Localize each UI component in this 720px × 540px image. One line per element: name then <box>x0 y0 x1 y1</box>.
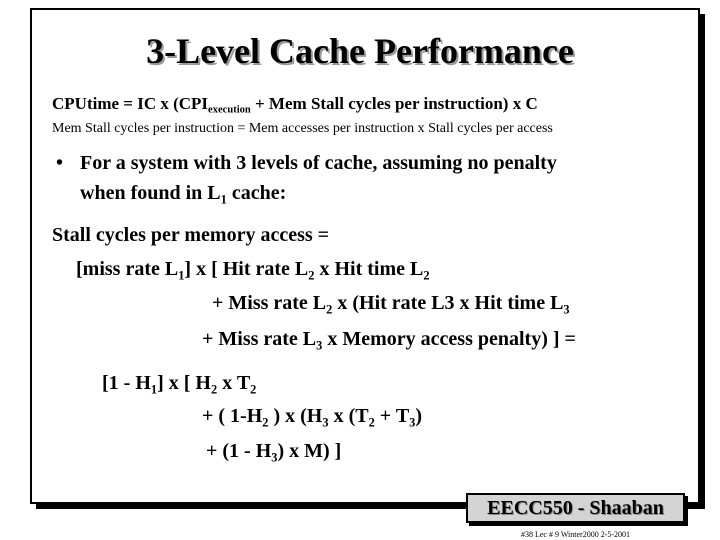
eq-part: + (1 - H <box>206 440 272 462</box>
eq-subscript: 3 <box>409 415 416 430</box>
course-badge: EECC550 - Shaaban <box>466 493 685 523</box>
eq-part: [1 - H <box>102 372 151 394</box>
eq-part: x T <box>217 372 251 394</box>
equation-line-5 <box>202 405 422 428</box>
bullet-text-line1: For a system with 3 levels of cache, assuming no penalty <box>80 152 557 174</box>
bullet-subscript: 1 <box>220 192 227 207</box>
cpu-eq-part: + Mem Stall cycles per instruction) x C <box>250 94 538 113</box>
bullet-text-line2 <box>80 182 286 205</box>
eq-part: x Hit time L <box>314 258 424 280</box>
slide-title: 3-Level Cache Performance <box>146 31 574 71</box>
eq-part: ] x [ Hit rate L <box>184 258 309 280</box>
eq-subscript: 2 <box>210 382 218 397</box>
bullet-text-part: when found in L <box>80 182 221 204</box>
eq-subscript: 2 <box>368 415 375 430</box>
eq-subscript: 2 <box>308 268 315 283</box>
eq-subscript: 3 <box>563 302 570 317</box>
eq-subscript: 2 <box>423 268 430 283</box>
mem-stall-equation: Mem Stall cycles per instruction = Mem accesses per instruction x Stall cycles per access <box>52 121 553 136</box>
equation-line-2 <box>212 292 570 315</box>
eq-subscript: 2 <box>250 382 257 397</box>
eq-part: [miss rate L <box>76 258 179 280</box>
stall-heading: Stall cycles per memory access = <box>52 224 330 246</box>
equation-line-4 <box>102 372 256 395</box>
eq-subscript: 1 <box>150 382 158 397</box>
eq-part: ] x [ H <box>157 372 211 394</box>
eq-subscript: 3 <box>316 338 323 353</box>
cpu-eq-part: CPUtime = IC x (CPI <box>52 94 209 113</box>
eq-part: + ( 1-H <box>202 405 263 427</box>
eq-part: + Miss rate L <box>202 328 317 350</box>
equation-line-1 <box>76 258 430 281</box>
eq-part: ) x M) ] <box>277 440 342 462</box>
eq-part: x Memory access penalty) ] = <box>322 328 576 350</box>
frame-shadow-right <box>700 14 705 509</box>
equation-line-6 <box>206 440 341 463</box>
equation-line-3 <box>202 328 576 351</box>
cpu-time-equation <box>52 94 538 114</box>
bullet-text-part: cache: <box>226 182 287 204</box>
eq-subscript: 1 <box>178 268 185 283</box>
eq-subscript: 2 <box>326 302 333 317</box>
cpu-eq-subscript: execution <box>208 104 251 116</box>
slide-frame <box>30 8 700 504</box>
bullet-icon: • <box>56 152 64 174</box>
eq-part: ) x (H <box>268 405 323 427</box>
eq-part: + T <box>374 405 410 427</box>
slide-footer: #38 Lec # 9 Winter2000 2-5-2001 <box>520 530 631 539</box>
eq-subscript: 2 <box>262 415 269 430</box>
eq-subscript: 3 <box>322 415 329 430</box>
eq-part: x (Hit rate L3 x Hit time L <box>332 292 564 314</box>
eq-part: x (T <box>328 405 369 427</box>
eq-part: ) <box>415 405 423 427</box>
eq-part: + Miss rate L <box>212 292 327 314</box>
eq-subscript: 3 <box>271 450 278 465</box>
